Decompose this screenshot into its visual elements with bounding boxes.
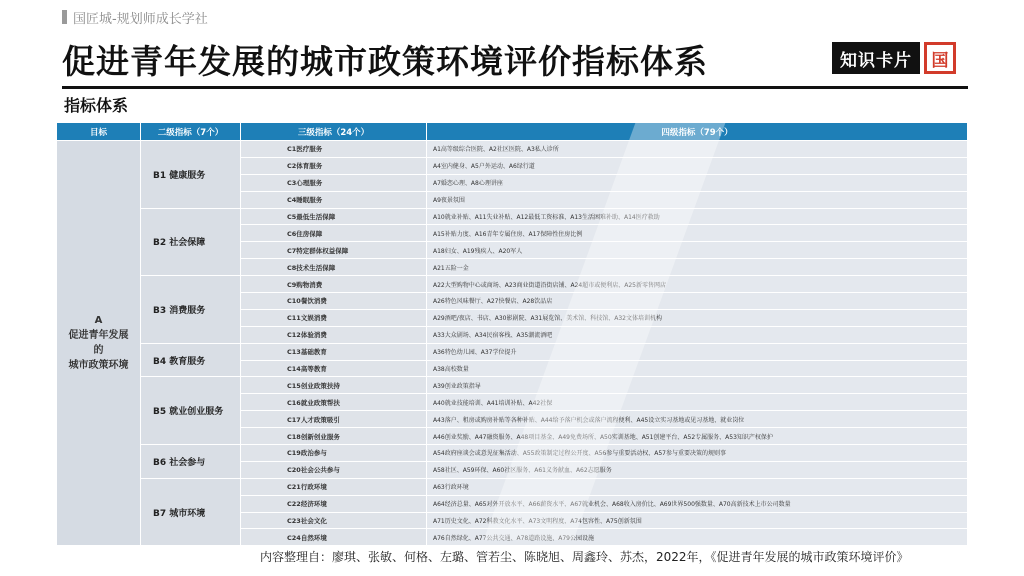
level3-indicator: C22经济环境: [241, 495, 427, 512]
level2-indicator: B6 社会参与: [141, 445, 241, 479]
column-header-level2: 二级指标（7个）: [141, 123, 241, 141]
level3-indicator: C4睡眠服务: [241, 191, 427, 208]
table-header-row: [57, 123, 968, 141]
level4-indicators: A64经济总量、A65对外开放水平、A66薪资水平、A67就业机会、A68收入房价比、A69世界500强数量、A70高新技术上市公司数量: [427, 495, 968, 512]
brand-header: [62, 8, 208, 26]
level3-indicator: C17人才政策吸引: [241, 411, 427, 428]
level3-indicator: C19政治参与: [241, 445, 427, 462]
goal-letter: A: [94, 315, 103, 327]
goal-text-line: 促进青年发展: [68, 330, 129, 342]
level3-indicator: C23社会文化: [241, 512, 427, 529]
column-header-goal: 目标: [57, 123, 141, 141]
level3-indicator: C21行政环境: [241, 478, 427, 495]
table-row: [57, 276, 968, 293]
table-row: [57, 141, 968, 158]
level4-indicators: A46创业奖励、A47融资服务、A48项目基金、A49免费场所、A50实训基地、A51创建平台、A52专属服务、A53知识产权保护: [427, 428, 968, 445]
brand-logo-icon: 国: [924, 42, 956, 74]
level3-indicator: C14高等教育: [241, 360, 427, 377]
level3-indicator: C9购物消费: [241, 276, 427, 293]
section-subtitle: 指标体系: [64, 96, 129, 115]
level3-indicator: C18创新创业服务: [241, 428, 427, 445]
level2-indicator: B5 就业创业服务: [141, 377, 241, 445]
column-header-level4: 四级指标（79个）: [427, 123, 968, 141]
table-row: [57, 445, 968, 462]
level3-indicator: C11文娱消费: [241, 309, 427, 326]
goal-text-line: 城市政策环境: [68, 360, 129, 372]
page-title: 促进青年发展的城市政策环境评价指标体系: [62, 42, 708, 81]
level4-indicators: A39创业政策指导: [427, 377, 968, 394]
level4-indicators: A71历史文化、A72科教文化水平、A73文明程度、A74包容性、A75创新氛围: [427, 512, 968, 529]
level4-indicators: A33大众剧场、A34民宿客栈、A35潮流酒吧: [427, 326, 968, 343]
level2-indicator: B1 健康服务: [141, 141, 241, 209]
level4-indicators: A10就业补贴、A11失业补贴、A12最低工资标准、A13生活困难补助、A14医疗救助: [427, 208, 968, 225]
table-row: [57, 208, 968, 225]
source-citation: 内容整理自：廖琪、张敏、何格、左璐、管若尘、陈晓旭、周鑫玲、苏杰，2022年，《促进青年发展的城市政策环境评价》: [260, 550, 909, 564]
title-divider: [62, 86, 968, 89]
level4-indicators: A4室内健身、A5户外运动、A6绿行道: [427, 157, 968, 174]
level4-indicators: A21五险一金: [427, 259, 968, 276]
level3-indicator: C10餐饮消费: [241, 293, 427, 310]
level2-indicator: B4 教育服务: [141, 343, 241, 377]
level4-indicators: A63行政环境: [427, 478, 968, 495]
level4-indicators: A9夜景氛围: [427, 191, 968, 208]
level4-indicators: A54政府座谈会或意见征集活动、A55政策制定过程公开度、A56参与重要活动权、A57参与重要决策的规则事: [427, 445, 968, 462]
level3-indicator: C8技术生活保障: [241, 259, 427, 276]
table-row: [57, 478, 968, 495]
level3-indicator: C2体育服务: [241, 157, 427, 174]
level4-indicators: A38高校数量: [427, 360, 968, 377]
level3-indicator: C24自然环境: [241, 529, 427, 546]
level4-indicators: A22大型购物中心或商场、A23商业街道沿街店铺、A24超市或便利店、A25新零售网店: [427, 276, 968, 293]
level4-indicators: A26特色风味餐厅、A27快餐店、A28饮品店: [427, 293, 968, 310]
level3-indicator: C13基础教育: [241, 343, 427, 360]
indicator-table: [56, 122, 968, 546]
column-header-level3: 三级指标（24个）: [241, 123, 427, 141]
table-row: [57, 343, 968, 360]
level3-indicator: C7特定群体权益保障: [241, 242, 427, 259]
level3-indicator: C20社会公共参与: [241, 461, 427, 478]
level4-indicators: A36特色幼儿园、A37学位提升: [427, 343, 968, 360]
level4-indicators: A7婚恋心理、A8心理讲座: [427, 174, 968, 191]
level4-indicators: A1高等级综合医院、A2社区医院、A3私人诊所: [427, 141, 968, 158]
table-row: [57, 377, 968, 394]
level2-indicator: B2 社会保障: [141, 208, 241, 276]
goal-cell: [57, 141, 141, 546]
level2-indicator: B3 消费服务: [141, 276, 241, 344]
level4-indicators: A76自然绿化、A77公共交通、A78道路设施、A79公园设施: [427, 529, 968, 546]
level4-indicators: A29酒吧/夜店、书店、A30影剧院、A31展览馆、美术馆、科技馆、A32文体培训机构: [427, 309, 968, 326]
badge-label: 知识卡片: [832, 42, 920, 74]
level2-indicator: B7 城市环境: [141, 478, 241, 546]
level4-indicators: A15补贴力度、A16青年专属住房、A17保障性住房比例: [427, 225, 968, 242]
level3-indicator: C5最低生活保障: [241, 208, 427, 225]
level3-indicator: C3心理服务: [241, 174, 427, 191]
level3-indicator: C15创业政策扶持: [241, 377, 427, 394]
table-body: [57, 141, 968, 546]
level3-indicator: C12体验消费: [241, 326, 427, 343]
level4-indicators: A40就业技能培训、A41培训补贴、A42社保: [427, 394, 968, 411]
level4-indicators: A43落户、租房或购房补贴等各种补贴、A44给予落户机会或落户流程便利、A45设立实习基地或见习基地、就业岗位: [427, 411, 968, 428]
brand-marker-icon: [62, 10, 67, 24]
level3-indicator: C16就业政策帮扶: [241, 394, 427, 411]
level4-indicators: A18妇女、A19残疾人、A20军人: [427, 242, 968, 259]
level3-indicator: C1医疗服务: [241, 141, 427, 158]
goal-text-line: 的: [93, 345, 104, 357]
knowledge-card-badge: [832, 42, 956, 74]
level4-indicators: A58社区、A59环保、A60社区服务、A61义务献血、A62志愿服务: [427, 461, 968, 478]
brand-name: 国匠城-规划师成长学社: [73, 11, 208, 27]
level3-indicator: C6住房保障: [241, 225, 427, 242]
